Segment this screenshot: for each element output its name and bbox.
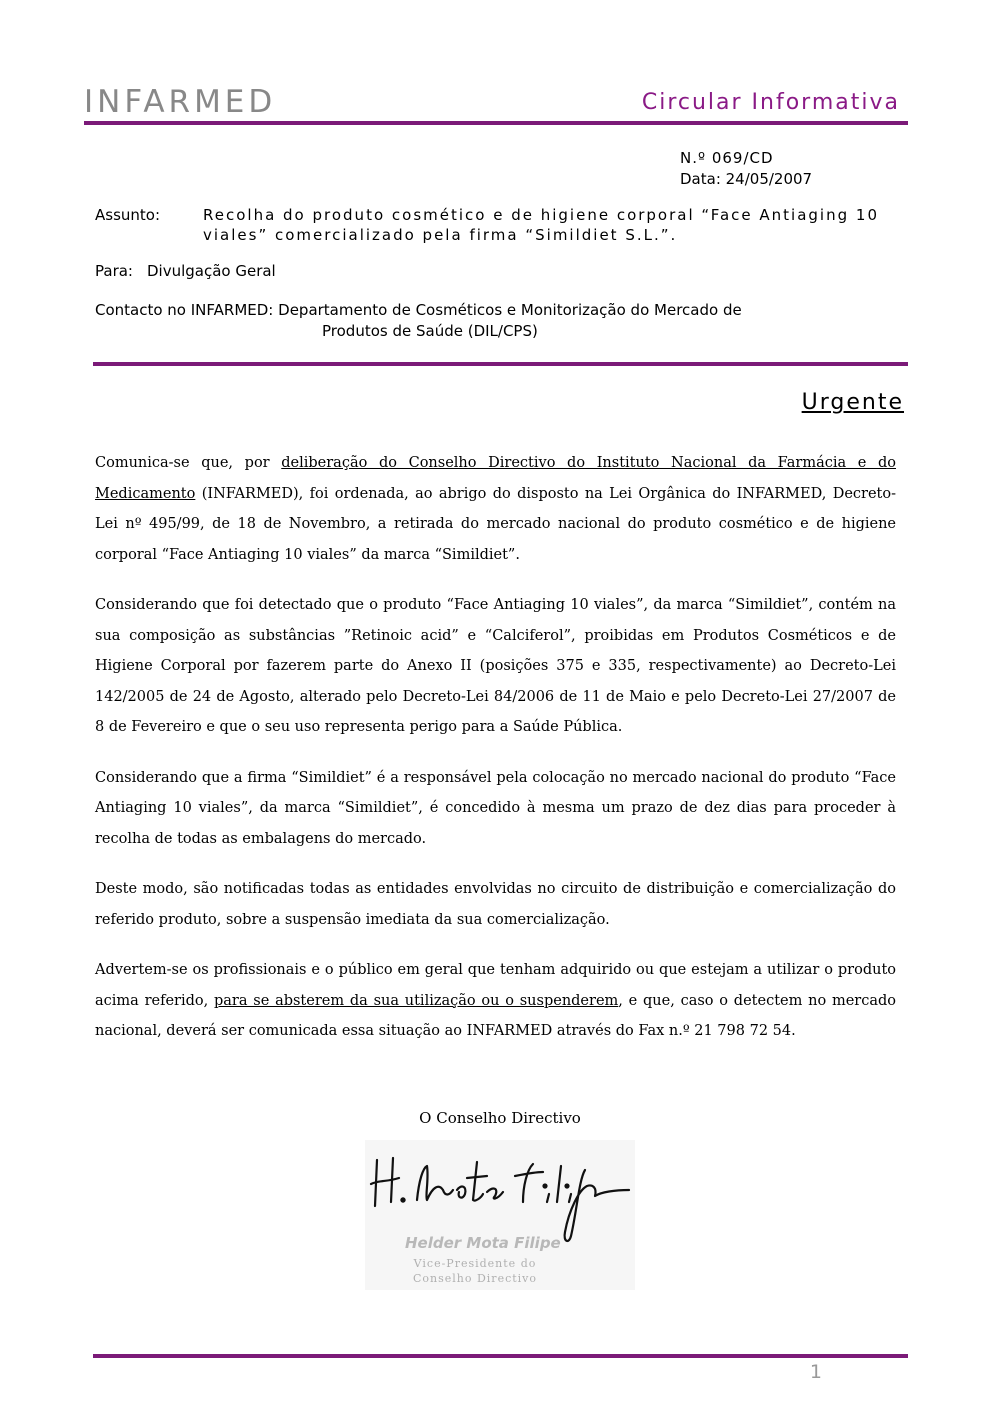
- stamp-signatory-role: [410, 1256, 540, 1286]
- contact-department: Departamento de Cosméticos e Monitorização do Mercado de: [278, 301, 742, 319]
- urgency-label: Urgente: [801, 390, 904, 415]
- header-divider: [84, 121, 908, 125]
- subject-label: Assunto:: [95, 206, 161, 224]
- stamp-role-line-2: Conselho Directivo: [412, 1272, 538, 1285]
- contact-department-cont: Produtos de Saúde (DIL/CPS): [322, 322, 538, 340]
- page-number: 1: [809, 1361, 822, 1383]
- document-type-title: Circular Informativa: [641, 90, 900, 115]
- subject-text: Recolha do produto cosmético e de higiene corporal “Face Antiaging 10 viales” comercializado pela firma “Simildiet S.L.”.: [203, 206, 879, 244]
- signoff: O Conselho Directivo: [419, 1109, 581, 1127]
- recipients-line: [95, 262, 276, 280]
- recipients-value: Divulgação Geral: [146, 262, 276, 280]
- body-paragraph-1: [95, 448, 896, 570]
- brand-logo-text: INFARMED: [84, 84, 277, 120]
- paragraph-5-intro: Advertem-se os profissionais e o público em geral que tenham adquirido ou que estejam a utilizar o produto acima referido,: [95, 962, 896, 1009]
- circular-date: Data: 24/05/2007: [680, 170, 813, 188]
- section-divider: [93, 362, 908, 366]
- paragraph-1-intro: Comunica-se que, por: [95, 455, 282, 471]
- footer-divider: [93, 1354, 908, 1358]
- deliberation-reference: deliberação do Conselho Directivo do Instituto Nacional da Farmácia e do Medicamento: [95, 455, 896, 502]
- paragraph-1-rest: (INFARMED), foi ordenada, ao abrigo do disposto na Lei Orgânica do INFARMED, Decreto-Lei nº 495/99, de 18 de Novembro, a retirada do mercado nacional do produto cosmético e de higiene corporal “Face Antiaging 10 viales” da marca “Simildiet”.: [95, 485, 896, 563]
- paragraph-5-rest: , e que, caso o detectem no mercado nacional, deverá ser comunicada essa situação ao INFARMED através do Fax n.º 21 798 72 54.: [95, 992, 896, 1039]
- circular-number: N.º 069/CD: [680, 149, 774, 167]
- abstain-instruction: para se absterem da sua utilização ou o suspenderem: [214, 992, 619, 1009]
- body-paragraph-5: [95, 955, 896, 1047]
- contact-block: [95, 300, 742, 342]
- contact-label: Contacto no INFARMED:: [95, 301, 274, 319]
- stamp-role-line-1: Vice-Presidente do: [413, 1257, 537, 1270]
- body-paragraph-3: Considerando que a firma “Simildiet” é a responsável pela colocação no mercado nacional do produto “Face Antiaging 10 viales”, da marca “Simildiet”, é concedido à mesma um prazo de dez dias para proceder à recolha de todas as embalagens do mercado.: [95, 769, 896, 847]
- circular-body: [95, 448, 896, 1067]
- stamp-signatory-name: Helder Mota Filipe: [405, 1234, 561, 1252]
- body-paragraph-2: Considerando que foi detectado que o produto “Face Antiaging 10 viales”, da marca “Simildiet”, contém na sua composição as substâncias ”Retinoic acid” e “Calciferol”, proibidas em Produtos Cosméticos e de Higiene Corporal por fazerem parte do Anexo II (posições 375 e 335, respectivamente) ao Decreto-Lei 142/2005 de 24 de Agosto, alterado pelo Decreto-Lei 84/2006 de 11 de Maio e pelo Decreto-Lei 27/2007 de 8 de Fevereiro e que o seu uso representa perigo para a Saúde Pública.: [95, 597, 896, 735]
- body-paragraph-4: Deste modo, são notificadas todas as entidades envolvidas no circuito de distribuição e comercialização do referido produto, sobre a suspensão imediata da sua comercialização.: [95, 881, 896, 928]
- circular-meta: [680, 148, 812, 190]
- recipients-label: Para:: [95, 262, 133, 280]
